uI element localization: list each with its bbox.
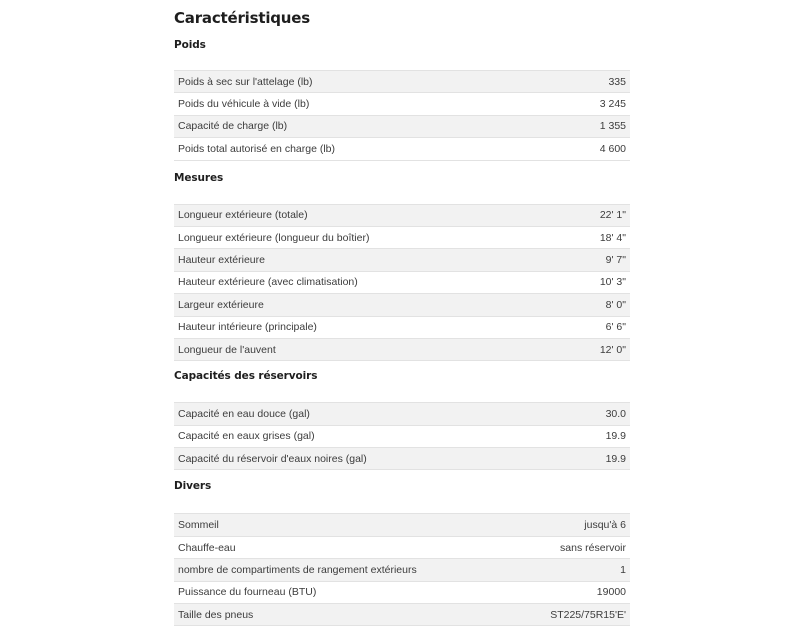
spec-label: Largeur extérieure	[174, 294, 502, 316]
spec-label: Capacité en eaux grises (gal)	[174, 425, 502, 447]
table-row	[174, 338, 630, 360]
spec-label: Chauffe-eau	[174, 536, 502, 558]
spec-value: 1 355	[502, 115, 630, 137]
spec-value: 3 245	[502, 93, 630, 115]
spec-value: 6' 6"	[502, 316, 630, 338]
tank-capacities-table	[174, 402, 630, 470]
spec-value: 10' 3"	[502, 271, 630, 293]
page-title: Caractéristiques	[174, 9, 310, 27]
spec-label: Puissance du fourneau (BTU)	[174, 581, 502, 603]
spec-label: Poids à sec sur l'attelage (lb)	[174, 71, 502, 93]
specifications-panel	[174, 6, 630, 626]
spec-label: Hauteur extérieure	[174, 249, 502, 271]
table-row	[174, 403, 630, 425]
spec-label: Capacité de charge (lb)	[174, 115, 502, 137]
spec-value: 19000	[502, 581, 630, 603]
section-miscellaneous	[174, 475, 630, 626]
miscellaneous-table	[174, 513, 630, 626]
table-row	[174, 226, 630, 248]
table-row	[174, 559, 630, 581]
spec-label: Poids total autorisé en charge (lb)	[174, 138, 502, 160]
weights-table	[174, 70, 630, 161]
table-row	[174, 271, 630, 293]
spec-value: sans réservoir	[502, 536, 630, 558]
spec-value: jusqu'à 6	[502, 514, 630, 536]
table-row	[174, 204, 630, 226]
table-row	[174, 536, 630, 558]
spec-label: Sommeil	[174, 514, 502, 536]
spec-value: ST225/75R15'E'	[502, 604, 630, 626]
section-title: Poids	[174, 39, 206, 51]
section-weights	[174, 34, 630, 161]
spec-label: Hauteur intérieure (principale)	[174, 316, 502, 338]
table-row	[174, 138, 630, 160]
table-row	[174, 294, 630, 316]
spec-value: 18' 4"	[502, 226, 630, 248]
table-row	[174, 115, 630, 137]
table-row	[174, 71, 630, 93]
spec-label: Hauteur extérieure (avec climatisation)	[174, 271, 502, 293]
table-row	[174, 514, 630, 536]
spec-label: Longueur extérieure (totale)	[174, 204, 502, 226]
spec-value: 30.0	[502, 403, 630, 425]
measurements-table	[174, 204, 630, 362]
section-title: Divers	[174, 480, 212, 493]
section-title: Capacités des réservoirs	[174, 370, 318, 383]
table-row	[174, 448, 630, 470]
section-measurements	[174, 167, 630, 362]
table-row	[174, 425, 630, 447]
spec-value: 4 600	[502, 138, 630, 160]
section-title: Mesures	[174, 171, 224, 184]
spec-label: nombre de compartiments de rangement extérieurs	[174, 559, 502, 581]
spec-label: Poids du véhicule à vide (lb)	[174, 93, 502, 115]
spec-label: Longueur extérieure (longueur du boîtier)	[174, 226, 502, 248]
spec-label: Taille des pneus	[174, 604, 502, 626]
spec-label: Capacité du réservoir d'eaux noires (gal)	[174, 448, 502, 470]
spec-value: 9' 7"	[502, 249, 630, 271]
spec-label: Capacité en eau douce (gal)	[174, 403, 502, 425]
spec-value: 22' 1"	[502, 204, 630, 226]
spec-label: Longueur de l'auvent	[174, 338, 502, 360]
section-tank-capacities	[174, 365, 630, 470]
spec-value: 1	[502, 559, 630, 581]
table-row	[174, 93, 630, 115]
table-row	[174, 249, 630, 271]
table-row	[174, 604, 630, 626]
table-row	[174, 581, 630, 603]
spec-value: 12' 0"	[502, 338, 630, 360]
spec-value: 8' 0"	[502, 294, 630, 316]
spec-value: 19.9	[502, 425, 630, 447]
table-row	[174, 316, 630, 338]
spec-value: 335	[502, 71, 630, 93]
spec-value: 19.9	[502, 448, 630, 470]
